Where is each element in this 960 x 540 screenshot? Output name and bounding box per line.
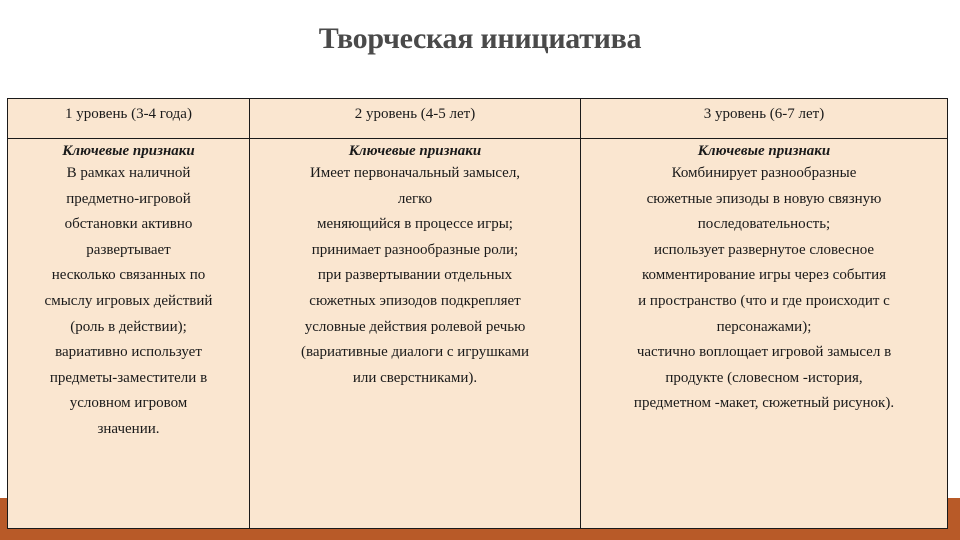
table-row xyxy=(8,139,948,529)
levels-table xyxy=(7,98,948,529)
key-features-label: Ключевые признаки xyxy=(697,143,831,159)
key-features-label: Ключевые признаки xyxy=(62,143,195,159)
cell-level-2 xyxy=(250,139,581,529)
level-2-description: Имеет первоначальный замысел, легко меняющийся в процессе игры; принимает разнообразные роли; при развертывании отдельных сюжетных эпизодов подкрепляет условные действия ролевой речью (вариативные диалоги с игрушками или сверстниками). xyxy=(300,165,530,386)
cell-level-3 xyxy=(581,139,948,529)
header-level-3: 3 уровень (6-7 лет) xyxy=(581,99,948,139)
key-features-label: Ключевые признаки xyxy=(348,143,482,159)
level-1-description: В рамках наличной предметно-игровой обстановки активно развертывает несколько связанных по смыслу игровых действий (роль в действии); вариативно использует предметы-заместители в условном игровом значении. xyxy=(44,165,213,437)
header-level-2: 2 уровень (4-5 лет) xyxy=(250,99,581,139)
page-title: Творческая инициатива xyxy=(318,22,642,55)
cell-level-1 xyxy=(8,139,250,529)
table-header-row xyxy=(8,99,948,139)
level-3-description: Комбинирует разнообразные сюжетные эпизоды в новую связную последовательность; использует развернутое словесное комментирование игры через события и пространство (что и где происходит с персонажами); частично воплощает игровой замысел в продукте (словесном -история, предметном -макет, сюжетный рисунок). xyxy=(633,165,895,412)
header-level-1: 1 уровень (3-4 года) xyxy=(8,99,250,139)
